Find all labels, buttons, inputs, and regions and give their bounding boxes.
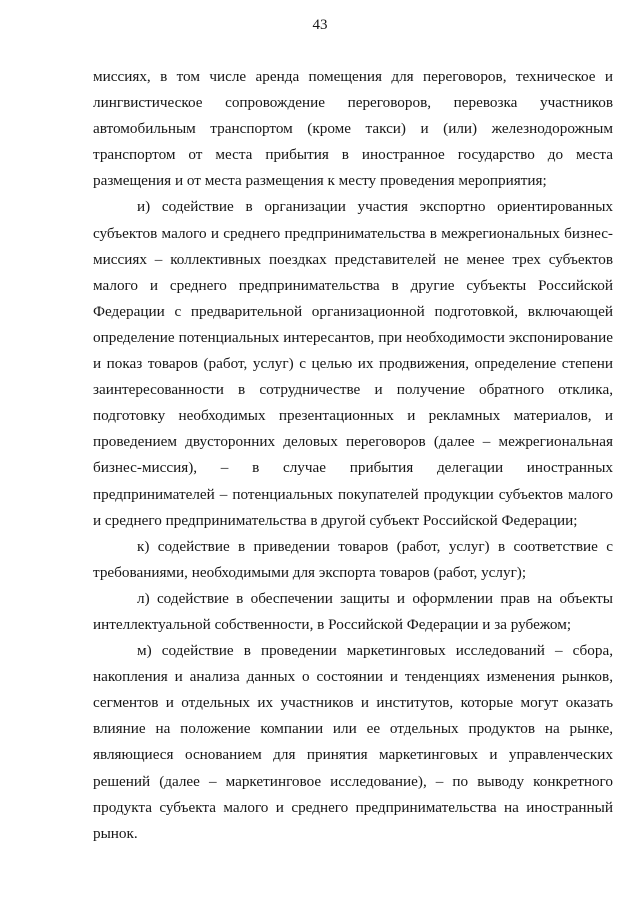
paragraph-item-l: л) содействие в обеспечении защиты и оформлении прав на объекты интеллектуальной собственности, в Российской Федерации и за рубежом; bbox=[93, 589, 613, 633]
document-body bbox=[93, 64, 613, 847]
paragraph-item-m: м) содействие в проведении маркетинговых исследований – сбора, накопления и анализа данных о состоянии и тенденциях изменения рынков, сегментов и отдельных их участников и институтов, которые могут оказать влияние на положение компании или ее отдельных продуктов на рынке, являющиеся основанием для принятия маркетинговых и управленческих решений (далее – маркетинговое исследование), – по выводу конкретного продукта субъекта малого и среднего предпринимательства на иностранный рынок. bbox=[93, 642, 613, 842]
page-number: 43 bbox=[312, 17, 328, 33]
paragraph-item-k: к) содействие в приведении товаров (работ, услуг) в соответствие с требованиями, необходимыми для экспорта товаров (работ, услуг); bbox=[93, 537, 613, 581]
paragraph-continuation: миссиях, в том числе аренда помещения для переговоров, техническое и лингвистическое сопровождение переговоров, перевозка участников автомобильным транспортом (кроме такси) и (или) железнодорожным транспортом от места прибытия в иностранное государство до места размещения и от места размещения к месту проведения мероприятия; bbox=[93, 68, 613, 190]
paragraph-item-i: и) содействие в организации участия экспортно ориентированных субъектов малого и среднего предпринимательства в межрегиональных бизнес-миссиях – коллективных поездках представителей не менее трех субъектов малого и среднего предпринимательства в другие субъекты Российской Федерации с предварительной организационной подготовкой, включающей определение потенциальных интересантов, при необходимости экспонирование и показ товаров (работ, услуг) с целью их продвижения, определение степени заинтересованности в сотрудничестве и получение обратного отклика, подготовку необходимых презентационных и рекламных материалов, и проведением двусторонних деловых переговоров (далее – межрегиональная бизнес-миссия), – в случае прибытия делегации иностранных предпринимателей – потенциальных покупателей продукции субъектов малого и среднего предпринимательства в другой субъект Российской Федерации; bbox=[93, 198, 613, 529]
